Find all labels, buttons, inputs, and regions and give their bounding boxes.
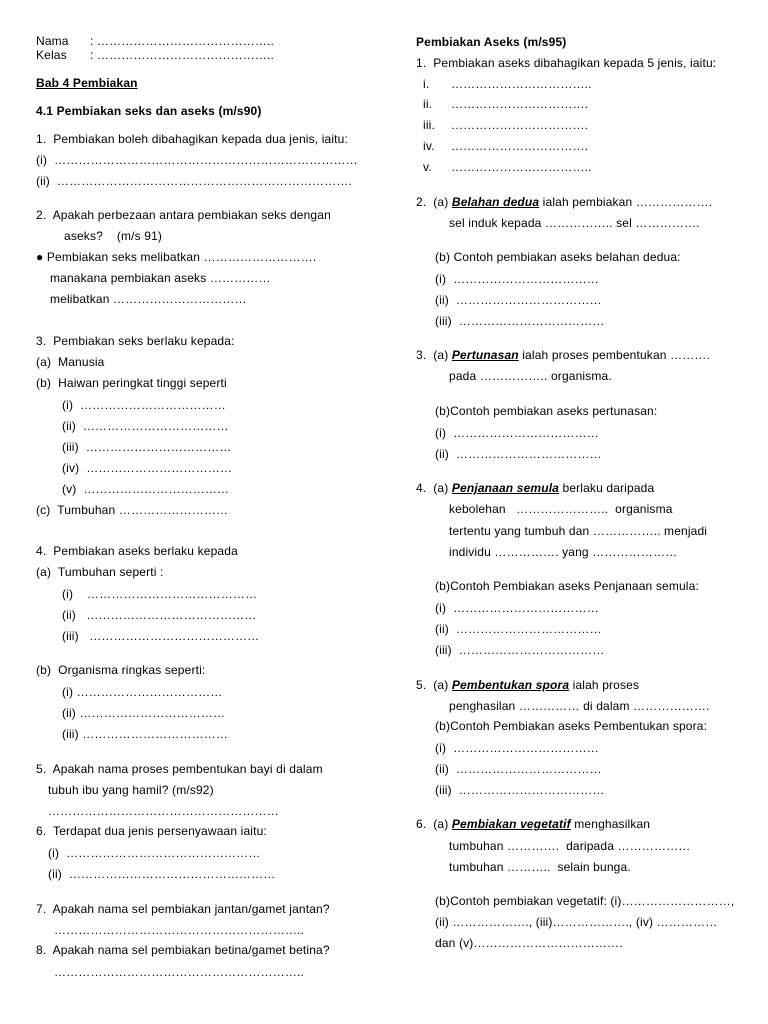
right-question-6-line-3: tumbuhan ……….. selain bunga. bbox=[449, 860, 631, 874]
question-5-answer: ………………………………………………… bbox=[48, 804, 279, 818]
question-3-c: (c) Tumbuhan ……………………… bbox=[36, 503, 229, 517]
question-7-answer: …………………………………………………….. bbox=[54, 923, 304, 937]
term-penjanaan-semula: Penjanaan semula bbox=[451, 481, 560, 495]
right-question-3-b-i: (i) ……………………………… bbox=[435, 426, 599, 440]
right-question-6-line-2: tumbuhan …………. daripada ……………… bbox=[449, 839, 691, 853]
right-question-3 bbox=[416, 348, 710, 362]
question-5-line-2: tubuh ibu yang hamil? (m/s92) bbox=[48, 783, 214, 797]
right-question-2-b-i: (i) ……………………………… bbox=[435, 272, 599, 286]
right-question-1-item-1-num: i. bbox=[423, 77, 430, 91]
right-question-5-b-ii: (ii) ……………………………… bbox=[435, 762, 602, 776]
question-4-a-iii: (iii) …………………………………… bbox=[62, 629, 260, 643]
right-question-6-b-2: (ii) ………………., (iii)………………., (iv) …………… bbox=[435, 915, 718, 929]
term-pertunasan: Pertunasan bbox=[451, 348, 519, 362]
question-1: 1. Pembiakan boleh dibahagikan kepada dua jenis, iaitu: bbox=[36, 132, 348, 146]
question-6: 6. Terdapat dua jenis persenyawaan iaitu: bbox=[36, 824, 267, 838]
question-1-answer-ii: (ii) ………………………………………………………………. bbox=[36, 174, 352, 188]
chapter-title: Bab 4 Pembiakan bbox=[36, 76, 138, 90]
right-question-2-b-ii: (ii) ……………………………… bbox=[435, 293, 602, 307]
term-belahan-dedua: Belahan dedua bbox=[451, 195, 540, 209]
question-6-ii: (ii) …………………………………………… bbox=[48, 867, 276, 881]
right-question-4-line-4: individu ……………. yang ………………… bbox=[449, 545, 678, 559]
right-question-4 bbox=[416, 481, 654, 495]
question-3-b-iii: (iii) ……………………………… bbox=[62, 440, 232, 454]
right-question-5-prefix: 5. (a) bbox=[416, 678, 452, 692]
right-question-4-b-iii: (iii) ……………………………… bbox=[435, 643, 605, 657]
question-4-b-iii: (iii) ……………………………… bbox=[62, 727, 229, 741]
question-4-b: (b) Organisma ringkas seperti: bbox=[36, 663, 206, 677]
right-question-5-b: (b)Contoh Pembiakan aseks Pembentukan spora: bbox=[435, 719, 708, 733]
right-question-2-b: (b) Contoh pembiakan aseks belahan dedua: bbox=[435, 250, 681, 264]
question-3-b-i: (i) ……………………………… bbox=[62, 398, 226, 412]
right-question-1-item-4-dots: ……………………………. bbox=[451, 139, 589, 153]
right-question-3-b: (b)Contoh pembiakan aseks pertunasan: bbox=[435, 404, 658, 418]
question-2-line-2: aseks? (m/s 91) bbox=[64, 229, 163, 243]
right-question-1-item-3-num: iii. bbox=[423, 118, 435, 132]
right-question-1-item-5-dots: …………………………….. bbox=[451, 160, 592, 174]
question-4-a: (a) Tumbuhan seperti : bbox=[36, 565, 164, 579]
right-question-3-line-2: pada …………….. organisma. bbox=[449, 369, 612, 383]
right-question-3-b-ii: (ii) ……………………………… bbox=[435, 447, 602, 461]
question-3: 3. Pembiakan seks berlaku kepada: bbox=[36, 334, 235, 348]
right-question-4-b: (b)Contoh Pembiakan aseks Penjanaan semula: bbox=[435, 579, 699, 593]
right-question-1-item-3-dots: ……………………………. bbox=[451, 118, 589, 132]
right-question-3-prefix: 3. (a) bbox=[416, 348, 452, 362]
right-question-4-line-3: tertentu yang tumbuh dan …………….. menjadi bbox=[449, 524, 708, 538]
right-question-4-prefix: 4. (a) bbox=[416, 481, 452, 495]
question-3-b-v: (v) ……………………………… bbox=[62, 482, 230, 496]
term-pembiakan-vegetatif: Pembiakan vegetatif bbox=[451, 817, 571, 831]
question-4: 4. Pembiakan aseks berlaku kepada bbox=[36, 544, 238, 558]
question-6-i: (i) ………………………………………… bbox=[48, 846, 261, 860]
right-question-5-b-i: (i) ……………………………… bbox=[435, 741, 599, 755]
right-question-6-prefix: 6. (a) bbox=[416, 817, 452, 831]
right-question-6-b-3: dan (v)………………………………. bbox=[435, 936, 623, 950]
right-title: Pembiakan Aseks (m/s95) bbox=[416, 35, 567, 49]
right-question-2-b-iii: (iii) ……………………………… bbox=[435, 314, 605, 328]
question-4-b-i: (i) ……………………………… bbox=[62, 685, 223, 699]
question-7: 7. Apakah nama sel pembiakan jantan/gamet jantan? bbox=[36, 902, 330, 916]
right-question-1-item-5-num: v. bbox=[423, 160, 432, 174]
right-question-1-item-4-num: iv. bbox=[423, 139, 435, 153]
question-4-a-ii: (ii) …………………………………… bbox=[62, 608, 257, 622]
right-question-5 bbox=[416, 678, 639, 692]
right-question-5-line-2: penghasilan …………… di dalam ………………. bbox=[449, 699, 710, 713]
question-3-b: (b) Haiwan peringkat tinggi seperti bbox=[36, 376, 227, 390]
right-question-4-suffix: berlaku daripada bbox=[559, 481, 655, 495]
right-question-2 bbox=[416, 195, 712, 209]
question-2-line-1: 2. Apakah perbezaan antara pembiakan seks dengan bbox=[36, 208, 331, 222]
question-3-b-ii: (ii) ……………………………… bbox=[62, 419, 229, 433]
right-question-4-b-i: (i) ……………………………… bbox=[435, 601, 599, 615]
term-pembentukan-spora: Pembentukan spora bbox=[451, 678, 570, 692]
right-question-6 bbox=[416, 817, 650, 831]
right-question-3-suffix: ialah proses pembentukan ………. bbox=[518, 348, 711, 362]
right-question-5-suffix: ialah proses bbox=[569, 678, 640, 692]
right-question-5-b-iii: (iii) ……………………………… bbox=[435, 783, 605, 797]
section-title: 4.1 Pembiakan seks dan aseks (m/s90) bbox=[36, 104, 262, 118]
question-2-line-3: ● Pembiakan seks melibatkan ………………………. bbox=[36, 250, 317, 264]
question-8-answer: …………………………………………………….. bbox=[54, 965, 304, 979]
question-8: 8. Apakah nama sel pembiakan betina/gamet betina? bbox=[36, 943, 330, 957]
question-2-line-4: manakana pembiakan aseks …………… bbox=[50, 271, 271, 285]
right-question-6-suffix: menghasilkan bbox=[570, 817, 651, 831]
right-question-1: 1. Pembiakan aseks dibahagikan kepada 5 jenis, iaitu: bbox=[416, 56, 717, 70]
kelas-label: Kelas bbox=[36, 48, 67, 62]
right-question-1-item-2-dots: ……………………………. bbox=[451, 97, 589, 111]
right-question-1-item-1-dots: …………………………….. bbox=[451, 77, 592, 91]
question-4-a-i: (i) …………………………………… bbox=[62, 587, 258, 601]
right-question-2-prefix: 2. (a) bbox=[416, 195, 452, 209]
question-1-answer-i: (i) ………………………………………………………………… bbox=[36, 153, 358, 167]
question-3-b-iv: (iv) ……………………………… bbox=[62, 461, 233, 475]
right-question-1-item-2-num: ii. bbox=[423, 97, 433, 111]
right-question-6-b: (b)Contoh pembiakan vegetatif: (i)………………………, bbox=[435, 894, 735, 908]
question-5-line-1: 5. Apakah nama proses pembentukan bayi di dalam bbox=[36, 762, 323, 776]
right-question-4-b-ii: (ii) ……………………………… bbox=[435, 622, 602, 636]
right-question-4-line-2: kebolehan ………………….. organisma bbox=[449, 502, 673, 516]
kelas-field: : …………………………………….. bbox=[90, 48, 275, 62]
question-4-b-ii: (ii) ……………………………… bbox=[62, 706, 226, 720]
right-question-2-line-2: sel induk kepada …………….. sel ……………. bbox=[449, 216, 700, 230]
nama-label: Nama bbox=[36, 34, 69, 48]
right-question-2-suffix: ialah pembiakan ………………. bbox=[539, 195, 713, 209]
question-2-line-5: melibatkan …………………………… bbox=[50, 292, 247, 306]
nama-field: : …………………………………….. bbox=[90, 34, 275, 48]
question-3-a: (a) Manusia bbox=[36, 355, 105, 369]
